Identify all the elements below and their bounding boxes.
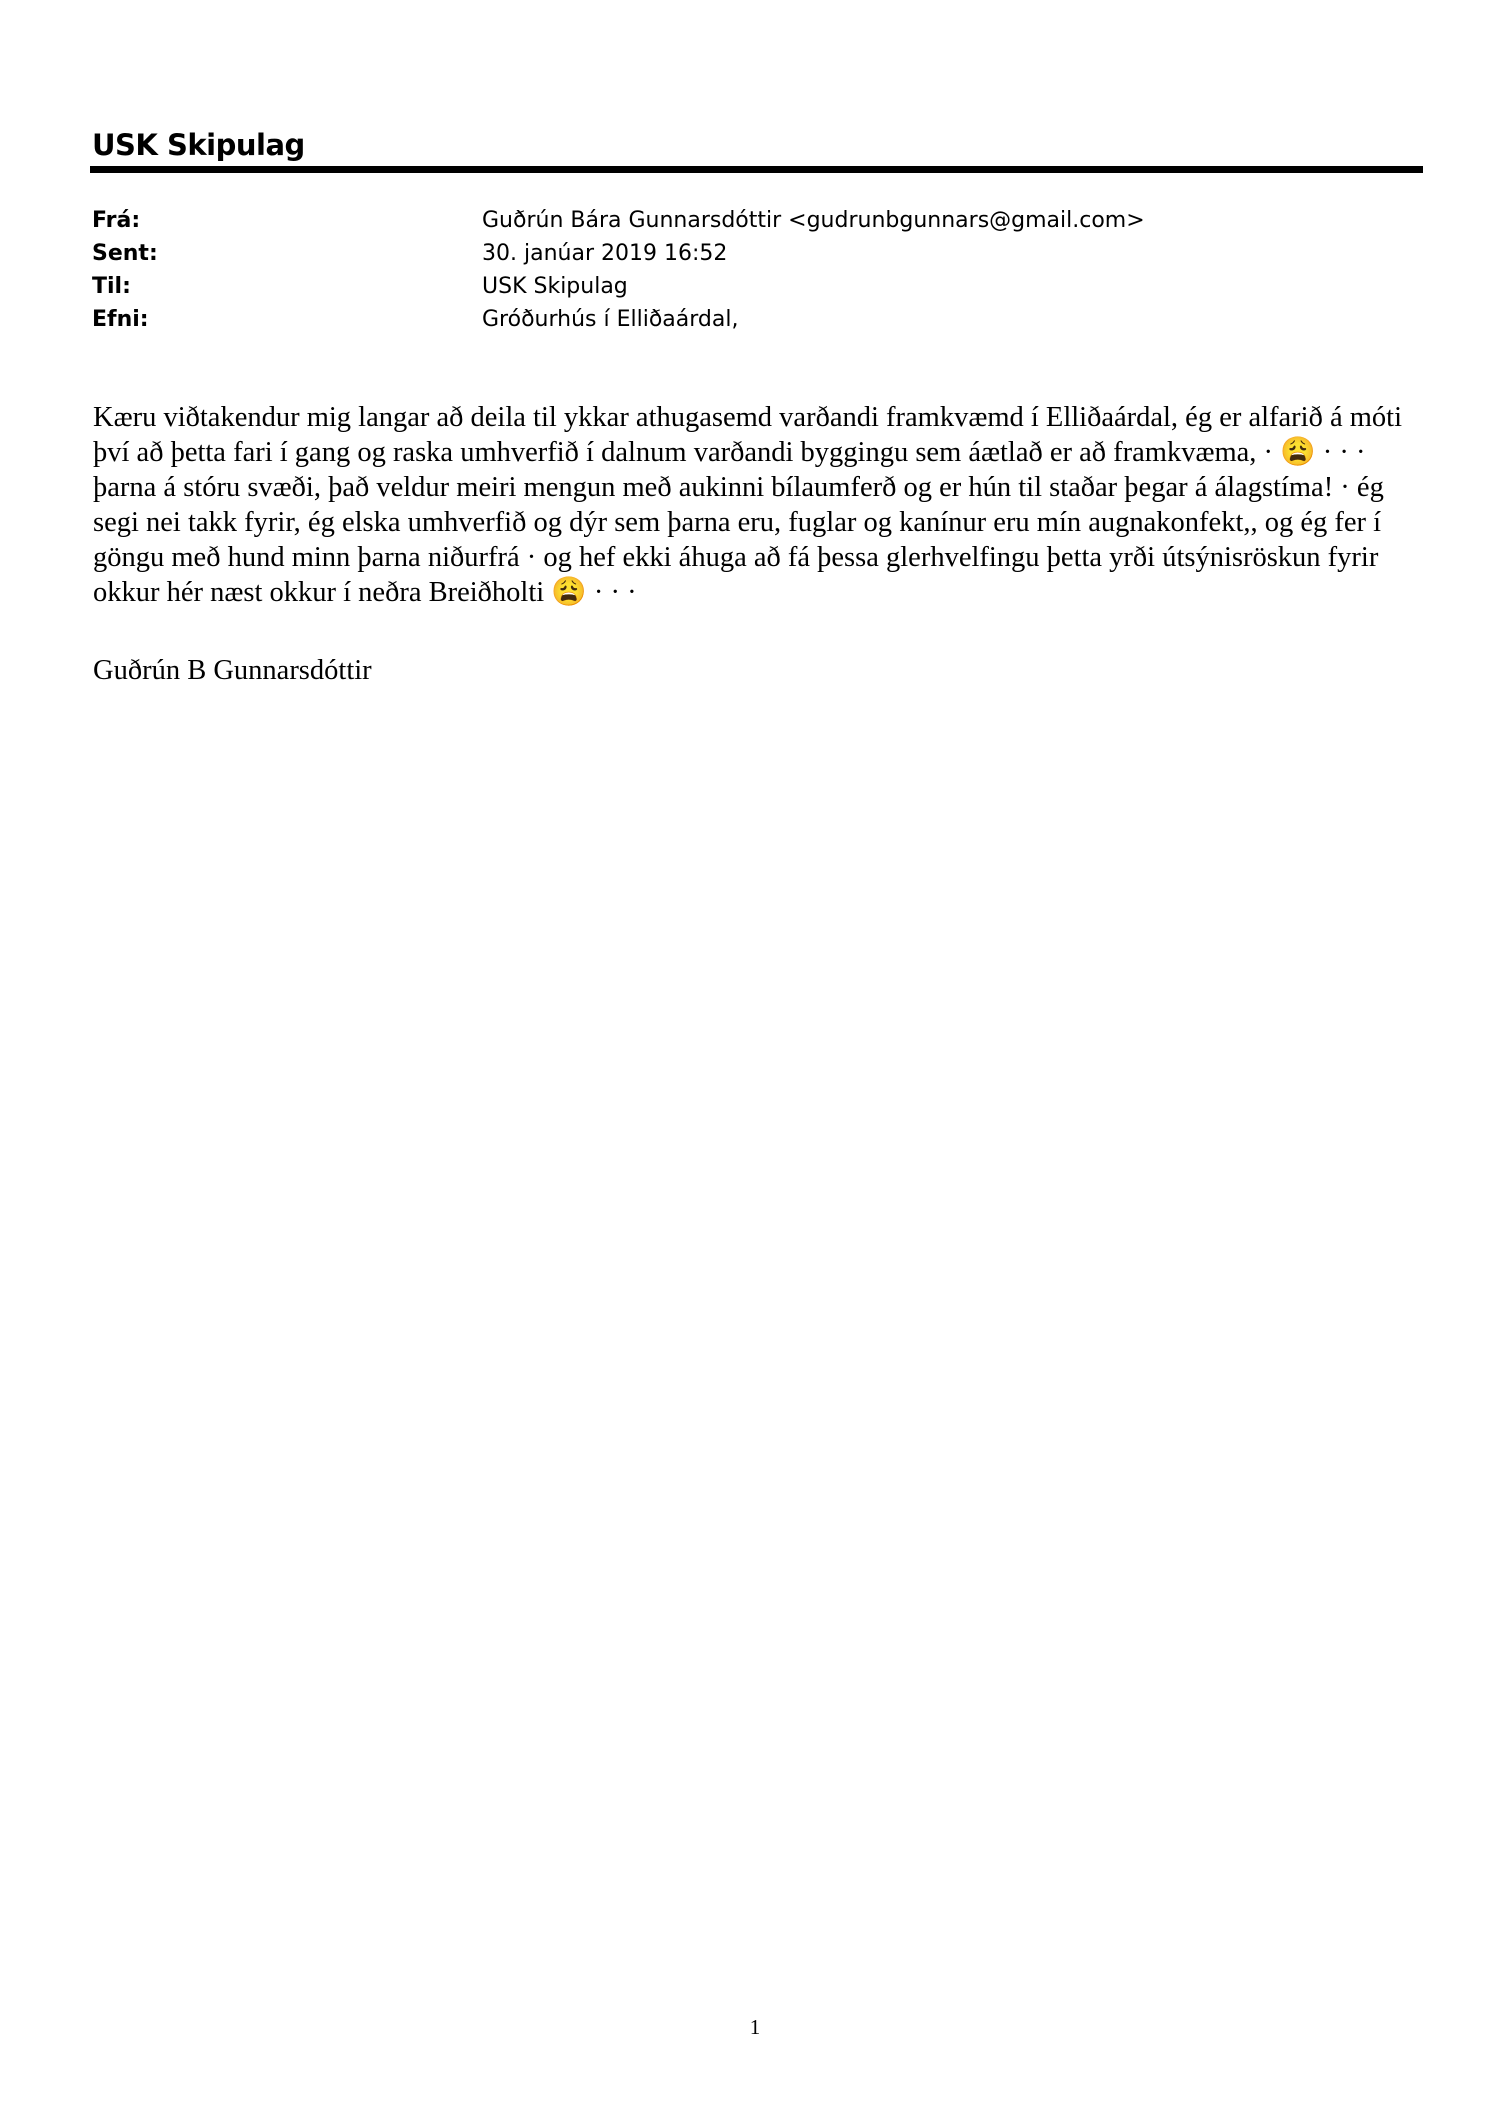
email-header xyxy=(92,204,1422,336)
header-value-to: USK Skipulag xyxy=(482,274,628,299)
header-label-from: Frá: xyxy=(92,208,141,233)
signature: Guðrún B Gunnarsdóttir xyxy=(93,655,372,686)
header-row-to xyxy=(92,270,1422,303)
email-body-text: Kæru viðtakendur mig langar að deila til ykkar athugasemd varðandi framkvæmd í Elliðaárdal, ég er alfarið á móti því að þetta fari í gang og raska umhverfið í dalnum varðandi byggingu sem áætlað er að framkvæma, · 😩 · · · þarna á stóru svæði, það veldur meiri mengun með aukinni bílaumferð og er hún til staðar þegar á álagstíma! · ég segi nei takk fyrir, ég elska umhverfið og dýr sem þarna eru, fuglar og kanínur eru mín augnakonfekt,, og ég fer í göngu með hund minn þarna niðurfrá · og hef ekki áhuga að fá þessa glerhvelfingu þetta yrði útsýnisröskun fyrir okkur hér næst okkur í neðra Breiðholti 😩 · · · xyxy=(93,402,1402,608)
page-number: 1 xyxy=(749,2015,761,2039)
header-row-sent xyxy=(92,237,1422,270)
email-body xyxy=(93,400,1423,610)
header-value-sent: 30. janúar 2019 16:52 xyxy=(482,241,728,266)
header-label-subject: Efni: xyxy=(92,307,149,332)
header-value-subject: Gróðurhús í Elliðaárdal, xyxy=(482,307,739,332)
mailbox-title: USK Skipulag xyxy=(92,128,305,162)
header-row-from xyxy=(92,204,1422,237)
header-label-sent: Sent: xyxy=(92,241,158,266)
header-label-to: Til: xyxy=(92,274,131,299)
header-value-from: Guðrún Bára Gunnarsdóttir <gudrunbgunnars@gmail.com> xyxy=(482,208,1145,233)
title-divider xyxy=(90,166,1423,173)
header-row-subject xyxy=(92,303,1422,336)
